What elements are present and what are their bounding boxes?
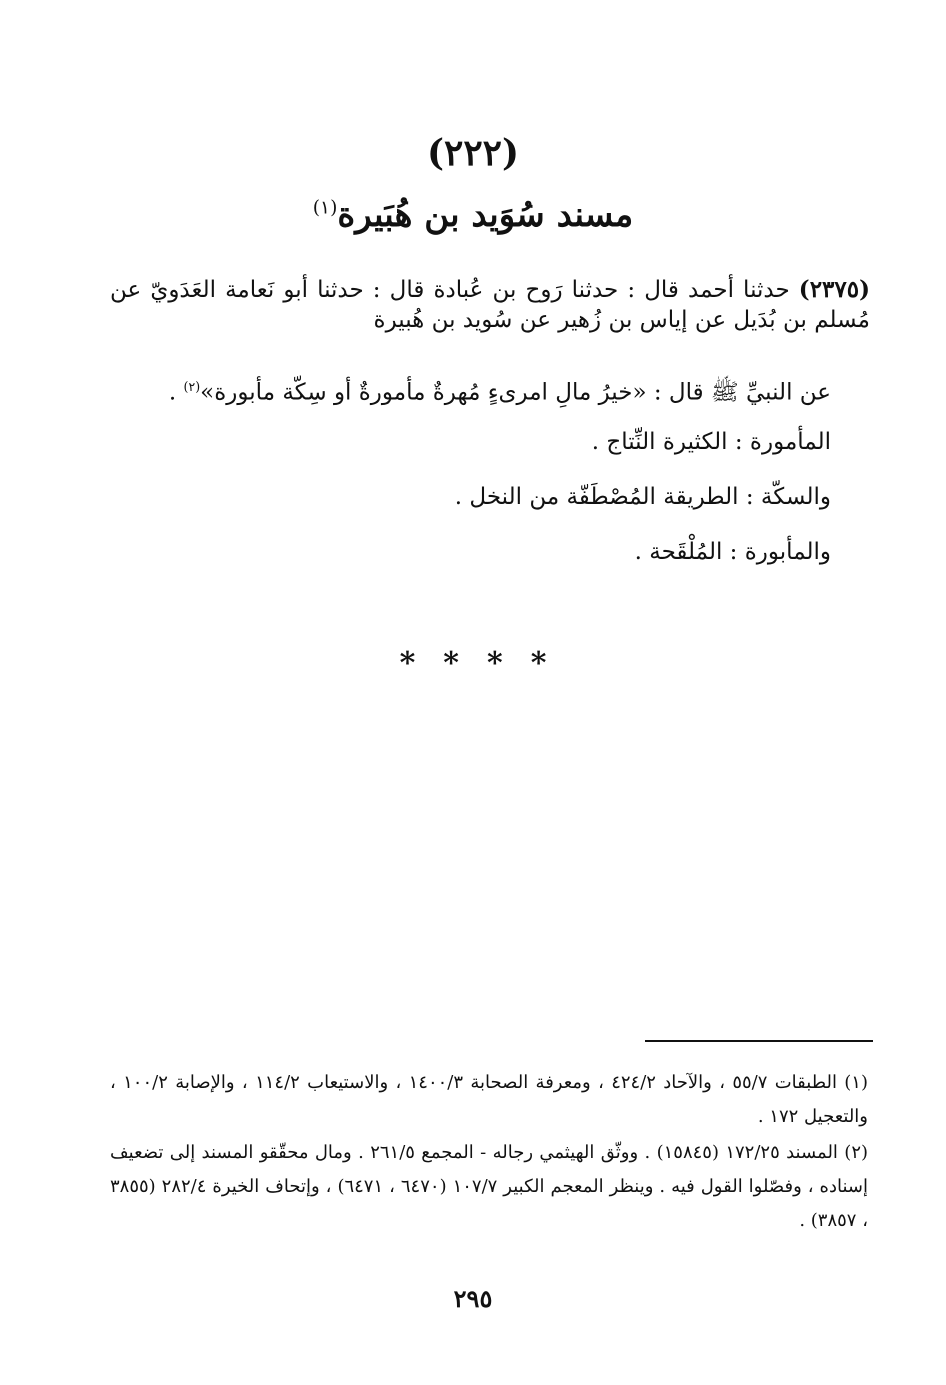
- section-number: (٢٢٢): [426, 132, 520, 174]
- gloss-mamura: المأمورة : الكثيرة النِّتاج .: [591, 429, 831, 455]
- matn-footnote-marker: (٢): [183, 379, 201, 394]
- separator-star: *: [530, 646, 547, 681]
- hadith-isnad-text: حدثنا أحمد قال : حدثنا رَوح بن عُبادة قال : حدثنا أبو نَعامة العَدَويّ عن مُسلم بن بُدَيل عن إياس بن زُهير عن سُويد بن هُبيرة: [110, 277, 870, 333]
- title-footnote-marker: (١): [312, 197, 338, 219]
- separator-star: *: [443, 646, 459, 681]
- hadith-matn: [169, 372, 831, 408]
- section-title-text: مسند سُوَيد بن هُبَيرة: [337, 195, 634, 235]
- footnote-1: (١) الطبقات ٥٥/٧ ، والآحاد ٤٢٤/٢ ، ومعرفة الصحابة ١٤٠٠/٣ ، والاستيعاب ١١٤/٢ ، والإصابة ١٠٠/٢ ، والتعجيل ١٧٢ .: [110, 1072, 868, 1127]
- section-title: [0, 195, 946, 235]
- footnote-rule: [645, 1040, 873, 1042]
- hadith-number: (٢٣٧٥): [798, 276, 870, 303]
- hadith-matn-text: عن النبيِّ ﷺ قال : «خيرُ مالِ امرىءٍ مُهرةٌ مأمورةٌ أو سِكّة مأبورة»: [200, 379, 831, 406]
- footnote-2: (٢) المسند ١٧٢/٢٥ (١٥٨٤٥) . ووثّق الهيثمي رجاله - المجمع ٢٦١/٥ . ومال محقّقو المسند إلى تضعيف إسناده ، وفصّلوا القول فيه . وينظر المعجم الكبير ١٠٧/٧ (٦٤٧٠ ، ٦٤٧١) ، وإتحاف الخيرة ٢٨٢/٤ (٣٨٥٥ ، ٣٨٥٧) .: [110, 1142, 869, 1231]
- separator-star: *: [487, 646, 503, 681]
- hadith-isnad: [110, 275, 870, 335]
- gloss-sikka: والسكّة : الطريقة المُصْطَفّة من النخل .: [454, 484, 831, 510]
- section-separator: [0, 646, 946, 681]
- gloss-mabura: والمأبورة : المُلْقَحة .: [634, 539, 831, 565]
- hadith-matn-end: .: [168, 379, 184, 406]
- separator-star: *: [399, 646, 416, 681]
- page-number: ٢٩٥: [453, 1284, 493, 1313]
